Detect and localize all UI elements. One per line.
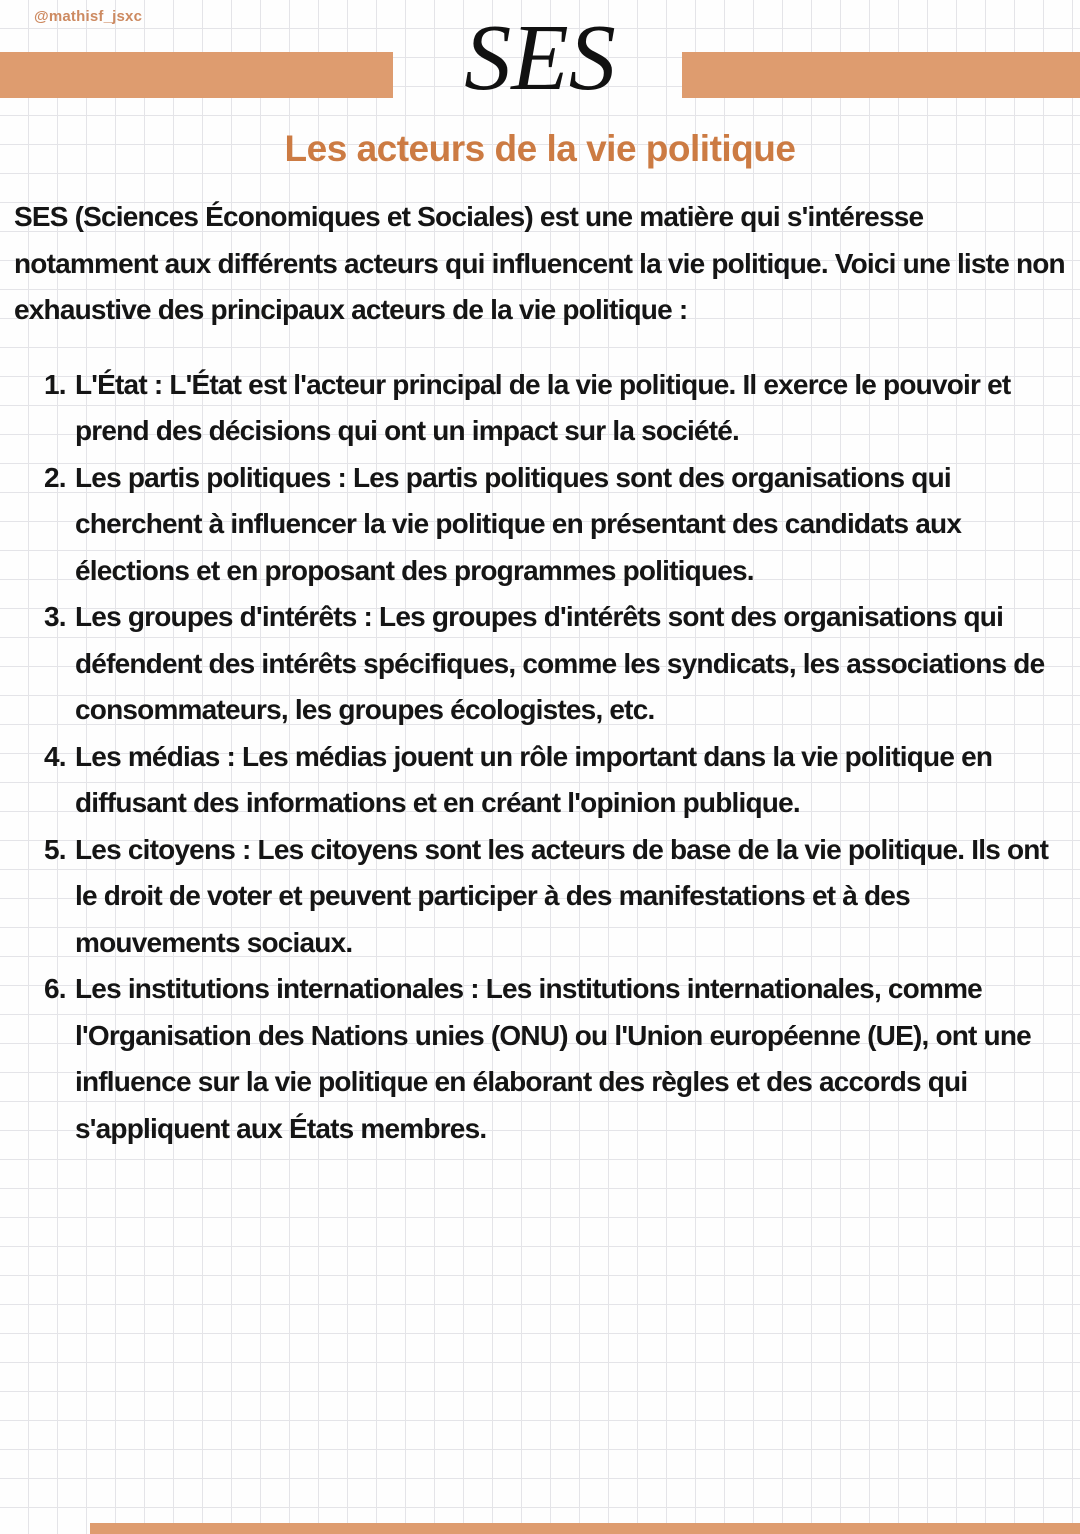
list-item bbox=[44, 362, 1066, 455]
watermark: @mathisf_jsxc bbox=[34, 8, 143, 25]
page-subtitle: Les acteurs de la vie politique bbox=[284, 128, 796, 169]
list-item-text: Les institutions internationales : Les institutions internationales, comme l'Organisation des Nations unies (ONU) ou l'Union européenne (UE), ont une influence sur la vie politique en élaborant des règles et des accords qui s'appliquent aux États membres. bbox=[75, 973, 1031, 1144]
list-item-text: Les groupes d'intérêts : Les groupes d'intérêts sont des organisations qui défendent des intérêts spécifiques, comme les syndicats, les associations de consommateurs, les groupes écologistes, etc. bbox=[75, 601, 1045, 725]
footer-accent-bar bbox=[90, 1523, 1080, 1534]
list-item-text: Les partis politiques : Les partis politiques sont des organisations qui cherchent à influencer la vie politique en présentant des candidats aux élections et en proposant des programmes politiques. bbox=[75, 461, 962, 586]
list-item-text: L'État : L'État est l'acteur principal de la vie politique. Il exerce le pouvoir et prend des décisions qui ont un impact sur la société. bbox=[75, 368, 1011, 446]
notes-content bbox=[14, 194, 1066, 1152]
list-item bbox=[44, 594, 1066, 734]
list-item-text: Les médias : Les médias jouent un rôle important dans la vie politique en diffusant des informations et en créant l'opinion publique. bbox=[75, 740, 993, 818]
list-item-text: Les citoyens : Les citoyens sont les acteurs de base de la vie politique. Ils ont le droit de voter et peuvent participer à des manifestations et à des mouvements sociaux. bbox=[75, 833, 1049, 958]
list-item bbox=[44, 966, 1066, 1152]
list-item-number: 4. bbox=[44, 740, 66, 772]
list-item bbox=[44, 734, 1066, 827]
list-item-number: 5. bbox=[44, 833, 66, 865]
intro-paragraph: SES (Sciences Économiques et Sociales) est une matière qui s'intéresse notamment aux différents acteurs qui influencent la vie politique. Voici une liste non exhaustive des principaux acteurs de la vie politique : bbox=[14, 201, 1065, 325]
list-item bbox=[44, 827, 1066, 967]
political-actors-list bbox=[14, 362, 1066, 1153]
page-title: SES bbox=[464, 6, 616, 110]
list-item-number: 6. bbox=[44, 973, 66, 1004]
list-item-number: 1. bbox=[44, 368, 66, 400]
list-item bbox=[44, 455, 1066, 595]
list-item-number: 2. bbox=[44, 461, 66, 493]
list-item-number: 3. bbox=[44, 601, 66, 632]
